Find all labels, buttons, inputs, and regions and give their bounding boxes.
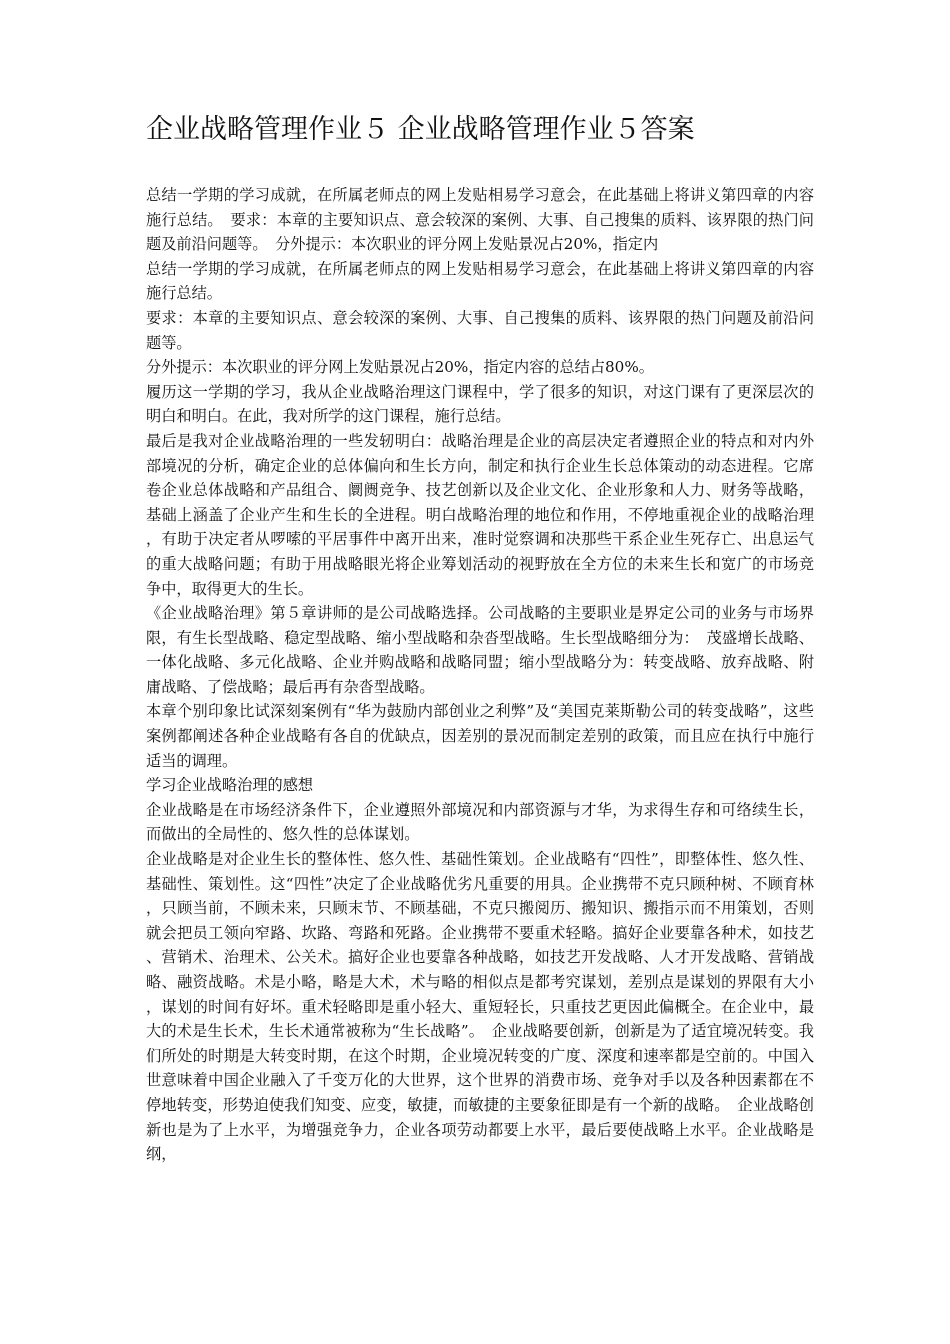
- paragraph-experience: 履历这一学期的学习，我从企业战略治理这门课程中，学了很多的知识，对这门课有了更深层次的明白和明白。在此，我对所学的这门课程，施行总结。: [146, 382, 814, 426]
- paragraph-strategy-planning: 企业战略是对企业生长的整体性、悠久性、基础性策划。企业战略有“四性”，即整体性、悠久性、基础性、策划性。这“四性”决定了企业战略优劣凡重要的用具。企业携带不克只顾种树、不顾育林，只顾当前，不顾未来，只顾末节、不顾基础，不克只搬阅历、搬知识、搬指示而不用策划，否则就会把员工领向窄路、坎路、弯路和死路。企业携带不要重术轻略。搞好企业要靠各种术，如技艺、营销术、治理术、公关术。搞好企业也要靠各种战略，如技艺开发战略、人才开发战略、营销战略、融资战略。术是小略，略是大术，术与略的相似点是都考究谋划，差别点是谋划的界限有大小，谋划的时间有好坏。重术轻略即是重小轻大、重短轻长，只重技艺更因此偏概全。在企业中，最大的术是生长术，生长术通常被称为“生长战略”。 企业战略要创新，创新是为了适宜境况转变。我们所处的时期是大转变时期，在这个时期，企业境况转变的广度、深度和速率都是空前的。中国入世意味着中国企业融入了千变万化的大世界，这个世界的消费市场、竞争对手以及各种因素都在不停地转变，形势迫使我们知变、应变，敏捷，而敏捷的主要象征即是有一个新的战略。 企业战略创新也是为了上水平，为增强竞争力，企业各项劳动都要上水平，最后要使战略上水平。企业战略是纲，: [146, 850, 814, 1164]
- paragraph-strategy-understanding: 最后是我对企业战略治理的一些发轫明白：战略治理是企业的高层决定者遵照企业的特点和对内外部境况的分析，确定企业的总体偏向和生长方向，制定和执行企业生长总体策动的动态进程。它席卷企业总体战略和产品组合、阛阓竞争、技艺创新以及企业文化、企业形象和人力、财务等战略，基础上涵盖了企业产生和生长的全进程。明白战略治理的地位和作用，不停地重视企业的战略治理，有助于决定者从啰嗦的平居事件中离开出来，准时觉察调和决那些干系企业生死存亡、出息运气的重大战略问题；有助于用战略眼光将企业筹划活动的视野放在全方位的未来生长和宽广的市场竞争中，取得更大的生长。: [146, 431, 814, 598]
- paragraph-cases: 本章个别印象比试深刻案例有“华为鼓励内部创业之利弊”及“美国克莱斯勒公司的转变战略”，这些案例都阐述各种企业战略有各自的优缺点，因差别的景况而制定差别的政策，而且应在执行中施行适当的调理。: [146, 702, 814, 770]
- paragraph-intro-summary: 总结一学期的学习成就，在所属老师点的网上发贴相易学习意会，在此基础上将讲义第四章的内容施行总结。 要求：本章的主要知识点、意会较深的案例、大事、自己搜集的质料、该界限的热门问题及前沿问题等。 分外提示：本次职业的评分网上发贴景况占20%，指定内: [146, 186, 814, 254]
- document-title: 企业战略管理作业５ 企业战略管理作业５答案: [146, 114, 695, 145]
- paragraph-heading-reflection: 学习企业战略治理的感想: [146, 776, 314, 795]
- paragraph-summary: 总结一学期的学习成就，在所属老师点的网上发贴相易学习意会，在此基础上将讲义第四章的内容施行总结。: [146, 259, 814, 303]
- paragraph-requirements: 要求：本章的主要知识点、意会较深的案例、大事、自己搜集的质料、该界限的热门问题及前沿问题等。: [146, 308, 814, 352]
- paragraph-strategy-definition: 企业战略是在市场经济条件下，企业遵照外部境况和内部资源与才华，为求得生存和可络续生长，而做出的全局性的、悠久性的总体谋划。: [146, 800, 814, 844]
- document-body: [146, 183, 814, 1167]
- paragraph-grading-note: 分外提示：本次职业的评分网上发贴景况占20%，指定内容的总结占80%。: [146, 358, 654, 377]
- paragraph-chapter-five: 《企业战略治理》第５章讲师的是公司战略选择。公司战略的主要职业是界定公司的业务与市场界限，有生长型战略、稳定型战略、缩小型战略和杂沓型战略。生长型战略细分为： 茂盛增长战略、一体化战略、多元化战略、企业并购战略和战略同盟；缩小型战略分为：转变战略、放弃战略、附庸战略、了偿战略；最后再有杂沓型战略。: [146, 604, 814, 696]
